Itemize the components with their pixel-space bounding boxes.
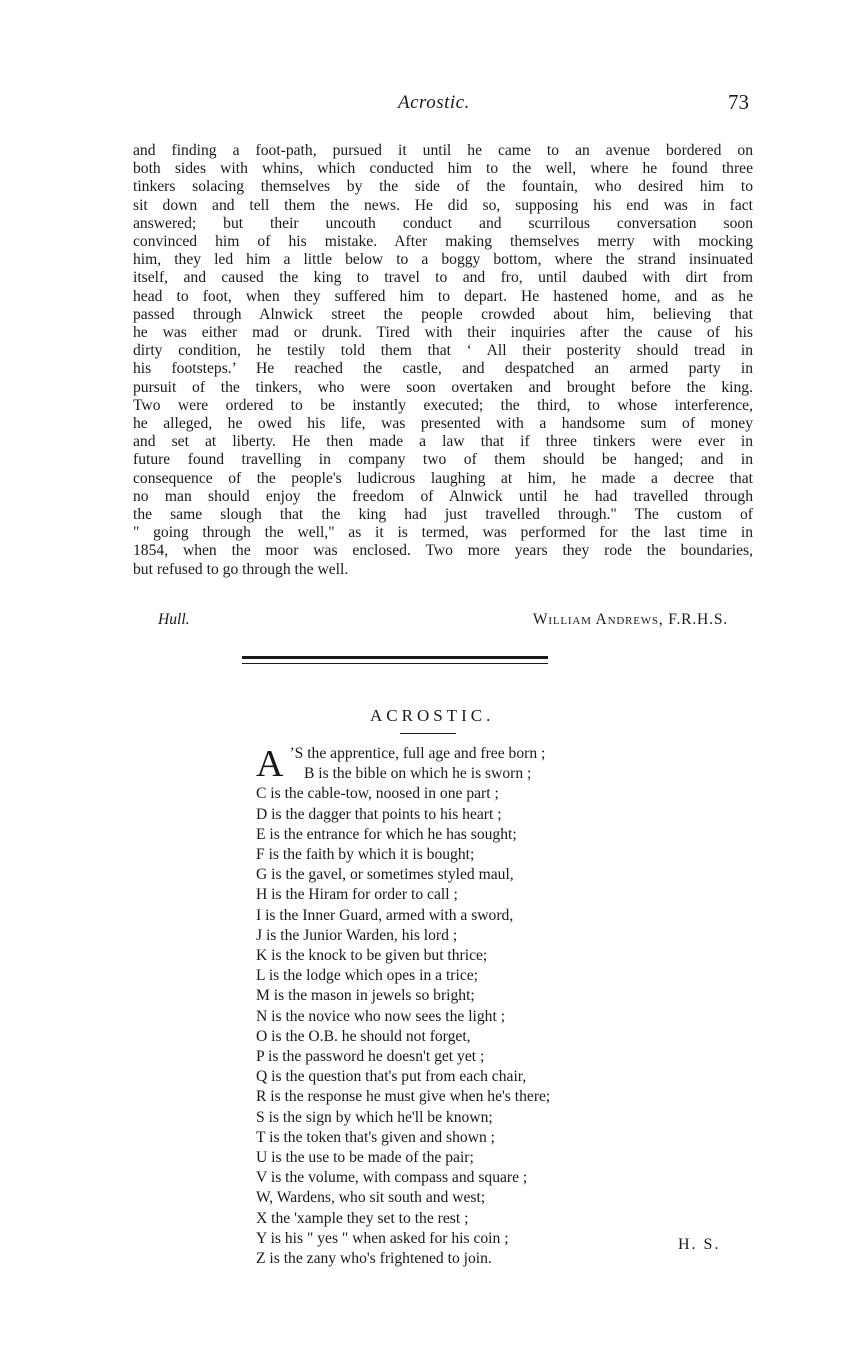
prose-line: convinced him of his mistake. After making themselves merry with mocking: [133, 233, 753, 251]
prose-line: his footsteps.’ He reached the castle, and despatched an armed party in: [133, 360, 753, 378]
title-underline: [400, 733, 456, 734]
prose-line: and finding a foot-path, pursued it until he came to an avenue bordered on: [133, 142, 753, 159]
poem-line: F is the faith by which it is bought;: [256, 846, 475, 864]
section-divider-thin: [242, 663, 548, 664]
prose-line: both sides with whins, which conducted him to the well, where he found three: [133, 160, 753, 178]
prose-line: he was either mad or drunk. Tired with their inquiries after the cause of his: [133, 324, 753, 342]
poem-line: X the 'xample they set to the rest ;: [256, 1209, 469, 1227]
section-divider-thick: [242, 656, 548, 659]
prose-line: dirty condition, he testily told them that ‘ All their posterity should tread in: [133, 342, 753, 360]
poem-line: Q is the question that's put from each chair,: [256, 1068, 527, 1086]
poem-line: D is the dagger that points to his heart ;: [256, 805, 502, 823]
prose-line: pursuit of the tinkers, who were soon overtaken and brought before the king.: [133, 378, 753, 396]
poem-line: U is the use to be made of the pair;: [256, 1149, 474, 1167]
poem-line: V is the volume, with compass and square ;: [256, 1169, 528, 1187]
poem-line: S is the sign by which he'll be known;: [256, 1108, 493, 1126]
poem-line: N is the novice who now sees the light ;: [256, 1007, 506, 1025]
poem-line: W, Wardens, who sit south and west;: [256, 1189, 486, 1207]
poem-line-a: ’S the apprentice, full age and free born ;: [289, 745, 546, 762]
prose-block: [133, 142, 753, 579]
poem-line: I is the Inner Guard, armed with a sword,: [256, 906, 514, 924]
poem-drop-cap: A: [256, 743, 284, 785]
signature-place: Hull.: [158, 611, 190, 628]
poem-line-b: B is the bible on which he is sworn ;: [304, 765, 532, 783]
poem-line: G is the gavel, or sometimes styled maul,: [256, 866, 514, 884]
poem-initials: H. S.: [678, 1236, 721, 1253]
poem-line: R is the response he must give when he's there;: [256, 1088, 551, 1106]
prose-line: future found travelling in company two of them should be hanged; and in: [133, 451, 753, 469]
signature-author: William Andrews, F.R.H.S.: [532, 611, 728, 628]
running-head: Acrostic.: [398, 92, 470, 113]
prose-line: answered; but their uncouth conduct and scurrilous conversation soon: [133, 214, 753, 232]
signature-row: [158, 611, 728, 629]
prose-line: passed through Alnwick street the people crowded about him, believing that: [133, 305, 753, 323]
poem-line: J is the Junior Warden, his lord ;: [256, 926, 458, 944]
prose-line: sit down and tell them the news. He did so, supposing his end was in fact: [133, 196, 753, 214]
prose-line: he alleged, he owed his life, was presented with a handsome sum of money: [133, 415, 753, 433]
prose-line: him, they led him a little below to a boggy bottom, where the strand insinuated: [133, 251, 753, 269]
prose-line: consequence of the people's ludicrous laughing at him, he made a decree that: [133, 469, 753, 487]
prose-line: Two were ordered to be instantly executed; the third, to whose interference,: [133, 396, 753, 414]
poem-line: T is the token that's given and shown ;: [256, 1128, 495, 1146]
prose-line: 1854, when the moor was enclosed. Two more years they rode the boundaries,: [133, 542, 753, 560]
poem-title: ACROSTIC.: [370, 706, 495, 725]
page-number: 73: [728, 90, 749, 114]
poem-line: H is the Hiram for order to call ;: [256, 886, 458, 904]
prose-line: head to foot, when they suffered him to depart. He hastened home, and as he: [133, 287, 753, 305]
prose-line: tinkers solacing themselves by the side of the fountain, who desired him to: [133, 178, 753, 196]
poem-line: L is the lodge which opes in a trice;: [256, 967, 479, 985]
prose-line: no man should enjoy the freedom of Alnwick until he had travelled through: [133, 487, 753, 505]
prose-line: the same slough that the king had just travelled through." The custom of: [133, 506, 753, 524]
prose-line: and set at liberty. He then made a law that if three tinkers were ever in: [133, 433, 753, 451]
poem-line: P is the password he doesn't get yet ;: [256, 1048, 485, 1066]
poem-line: M is the mason in jewels so bright;: [256, 987, 475, 1005]
poem-line: O is the O.B. he should not forget,: [256, 1027, 471, 1045]
poem-block: [256, 744, 550, 1269]
poem-line: E is the entrance for which he has sought;: [256, 825, 517, 843]
prose-line: itself, and caused the king to travel to and fro, until daubed with dirt from: [133, 269, 753, 287]
prose-line: " going through the well," as it is termed, was performed for the last time in: [133, 524, 753, 542]
poem-line: Y is his " yes " when asked for his coin ;: [256, 1229, 509, 1247]
poem-line: C is the cable-tow, noosed in one part ;: [256, 785, 499, 803]
poem-line: Z is the zany who's frightened to join.: [256, 1250, 492, 1268]
prose-line: but refused to go through the well.: [133, 560, 349, 578]
poem-line: K is the knock to be given but thrice;: [256, 947, 488, 965]
